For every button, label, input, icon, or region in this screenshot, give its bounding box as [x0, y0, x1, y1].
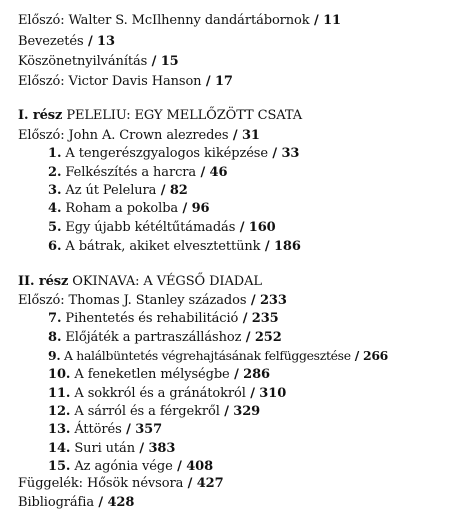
page-number: 233	[259, 293, 287, 308]
part-title: PELELIU: EGY MELLŐZÖTT CSATA	[66, 108, 303, 123]
page-separator: /	[246, 293, 260, 308]
part-label: II. rész	[18, 274, 69, 289]
page-number: 252	[254, 330, 282, 345]
part-heading-2	[18, 273, 262, 290]
toc-chapter-9	[48, 347, 388, 364]
page-number: 33	[281, 146, 300, 161]
page-separator: /	[172, 459, 187, 474]
page-separator: /	[183, 476, 197, 491]
page-separator: /	[178, 201, 192, 216]
page-separator: /	[238, 311, 252, 326]
toc-chapter-1	[48, 145, 299, 162]
page-separator: /	[241, 330, 255, 345]
entry-title: Köszönetnyilvánítás	[18, 54, 148, 69]
page-separator: /	[156, 183, 170, 198]
toc-chapter-14	[48, 440, 175, 457]
page-number: 82	[169, 183, 188, 198]
entry-title: A sárról és a férgekről	[74, 404, 220, 419]
entry-title: Felkészítés a harcra	[65, 165, 197, 180]
entry-title: Előszó: Thomas J. Stanley százados	[18, 293, 247, 308]
entry-title: A feneketlen mélységbe	[74, 367, 230, 382]
page-number: 46	[209, 165, 228, 180]
part-label: I. rész	[18, 108, 63, 123]
page-separator: /	[350, 348, 364, 363]
entry-title: Suri után	[74, 441, 135, 456]
toc-chapter-11	[48, 385, 286, 402]
chapter-number: 4.	[48, 201, 62, 216]
page-separator: /	[196, 165, 210, 180]
toc-chapter-6	[48, 238, 301, 255]
chapter-number: 14.	[48, 441, 71, 456]
chapter-number: 1.	[48, 146, 62, 161]
toc-entry-preface-crown	[18, 127, 260, 144]
entry-title: Áttörés	[74, 422, 122, 437]
chapter-number: 3.	[48, 183, 62, 198]
page-separator: /	[229, 367, 244, 382]
part-title: OKINAVA: A VÉGSŐ DIADAL	[72, 274, 262, 289]
page-number: 408	[186, 459, 214, 474]
toc-entry-bibliography	[18, 494, 134, 511]
page-number: 329	[233, 404, 261, 419]
chapter-number: 5.	[48, 220, 62, 235]
chapter-number: 12.	[48, 404, 71, 419]
page-number: 17	[214, 74, 233, 89]
toc-chapter-15	[48, 458, 213, 475]
page-number: 96	[191, 201, 210, 216]
chapter-number: 15.	[48, 459, 71, 474]
page-separator: /	[121, 422, 136, 437]
toc-entry-preface-stanley	[18, 292, 287, 309]
entry-title: Bibliográfia	[18, 495, 94, 510]
entry-title: Pihentetés és rehabilitáció	[65, 311, 239, 326]
chapter-number: 6.	[48, 239, 62, 254]
toc-entry-preface-hanson	[18, 73, 233, 90]
page-separator: /	[147, 54, 161, 69]
entry-title: Előszó: John A. Crown alezredes	[18, 128, 229, 143]
page-number: 428	[107, 495, 135, 510]
page-separator: /	[245, 386, 260, 401]
page-separator: /	[201, 74, 215, 89]
entry-title: Bevezetés	[18, 34, 84, 49]
page-separator: /	[219, 404, 234, 419]
page-number: 266	[363, 348, 388, 363]
page-number: 13	[97, 34, 115, 49]
toc-chapter-12	[48, 403, 260, 420]
page-number: 15	[160, 54, 179, 69]
entry-title: Roham a pokolba	[65, 201, 179, 216]
entry-title: A halálbüntetés végrehajtásának felfüggesztése	[63, 348, 351, 363]
chapter-number: 11.	[48, 386, 71, 401]
toc-chapter-13	[48, 421, 162, 438]
chapter-number: 2.	[48, 165, 62, 180]
entry-title: Előszó: Walter S. McIlhenny dandártábornok	[18, 13, 310, 28]
toc-chapter-2	[48, 164, 227, 181]
page-separator: /	[235, 220, 249, 235]
toc-chapter-3	[48, 182, 188, 199]
toc-entry-preface-mcilhenny	[18, 12, 341, 29]
entry-title: Előjáték a partraszálláshoz	[65, 330, 242, 345]
page-separator: /	[83, 34, 98, 49]
page-separator: /	[260, 239, 274, 254]
entry-title: Az út Pelelura	[65, 183, 157, 198]
entry-title: Függelék: Hősök névsora	[18, 476, 184, 491]
entry-title: A tengerészgyalogos kiképzése	[65, 146, 268, 161]
toc-entry-appendix	[18, 475, 224, 492]
toc-chapter-7	[48, 310, 279, 327]
page-separator: /	[93, 495, 108, 510]
chapter-number: 7.	[48, 311, 62, 326]
page-number: 310	[259, 386, 287, 401]
page-separator: /	[267, 146, 282, 161]
page-number: 160	[248, 220, 276, 235]
toc-chapter-4	[48, 200, 210, 217]
entry-title: A sokkról és a gránátokról	[74, 386, 246, 401]
page-separator: /	[228, 128, 242, 143]
page-separator: /	[134, 441, 149, 456]
page-number: 427	[196, 476, 224, 491]
page-number: 286	[243, 367, 270, 382]
chapter-number: 9.	[48, 348, 61, 363]
page-number: 383	[148, 441, 176, 456]
chapter-number: 13.	[48, 422, 71, 437]
toc-chapter-5	[48, 219, 276, 236]
entry-title: Egy újabb kétéltűtámadás	[65, 220, 236, 235]
entry-title: Az agónia vége	[74, 459, 173, 474]
toc-entry-acknowledgements	[18, 53, 179, 70]
chapter-number: 10.	[48, 367, 71, 382]
entry-title: Előszó: Victor Davis Hanson	[18, 74, 202, 89]
part-heading-1	[18, 107, 302, 124]
toc-chapter-8	[48, 329, 282, 346]
page-number: 235	[251, 311, 279, 326]
page-separator: /	[309, 13, 324, 28]
entry-title: A bátrak, akiket elvesztettünk	[65, 239, 261, 254]
page-number: 186	[273, 239, 301, 254]
chapter-number: 8.	[48, 330, 62, 345]
toc-chapter-10	[48, 366, 270, 383]
page-number: 31	[241, 128, 260, 143]
toc-entry-introduction	[18, 33, 115, 50]
page-number: 357	[135, 422, 163, 437]
page-number: 11	[323, 13, 341, 28]
